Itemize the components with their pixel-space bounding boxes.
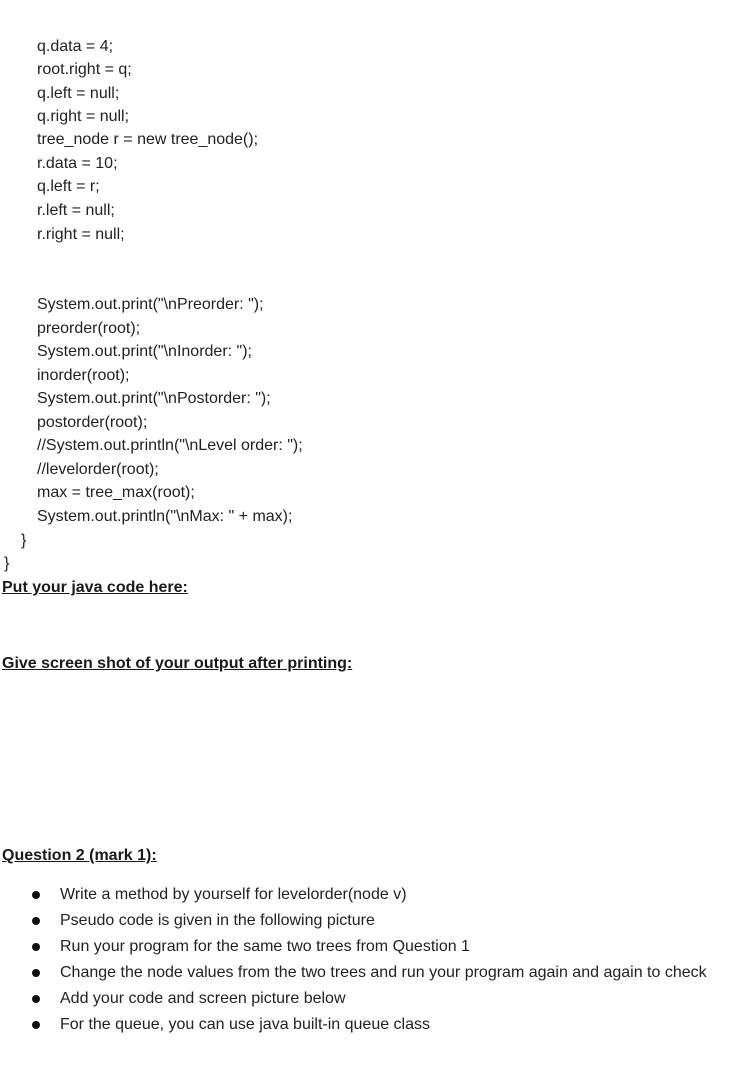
- code-line: System.out.print("\nPostorder: ");: [37, 390, 271, 407]
- bullet-icon: [32, 1021, 40, 1029]
- code-line: r.left = null;: [37, 202, 115, 219]
- list-item-text: Change the node values from the two trees and run your program again and again to check: [60, 964, 707, 981]
- bullet-icon: [32, 917, 40, 925]
- list-item: [0, 1012, 752, 1038]
- list-item: [0, 934, 752, 960]
- code-line: q.right = null;: [37, 108, 130, 125]
- code-line: r.right = null;: [37, 226, 125, 243]
- list-item-text: Pseudo code is given in the following picture: [60, 912, 375, 929]
- bullet-icon: [32, 943, 40, 951]
- code-line: max = tree_max(root);: [37, 484, 195, 501]
- list-item: [0, 960, 752, 986]
- bullet-icon: [32, 891, 40, 899]
- code-line: System.out.println("\nMax: " + max);: [37, 508, 293, 525]
- list-item: [0, 882, 752, 908]
- code-line: root.right = q;: [37, 61, 132, 78]
- code-line: q.left = r;: [37, 178, 100, 195]
- list-item-text: Add your code and screen picture below: [60, 990, 346, 1007]
- list-item-text: Run your program for the same two trees from Question 1: [60, 938, 470, 955]
- outer-closing-brace: }: [4, 555, 10, 572]
- code-line: r.data = 10;: [37, 155, 118, 172]
- screenshot-heading: Give screen shot of your output after printing:: [2, 655, 353, 672]
- list-item-text: For the queue, you can use java built-in queue class: [60, 1016, 431, 1033]
- code-line: q.data = 4;: [37, 38, 114, 55]
- bullet-icon: [32, 995, 40, 1003]
- code-line: q.left = null;: [37, 85, 120, 102]
- code-line: System.out.print("\nPreorder: ");: [37, 296, 264, 313]
- list-item: [0, 986, 752, 1012]
- code-line: postorder(root);: [37, 414, 148, 431]
- code-line: inorder(root);: [37, 367, 130, 384]
- java-code-heading: Put your java code here:: [2, 579, 188, 596]
- code-line: //System.out.println("\nLevel order: ");: [37, 437, 303, 454]
- code-line: tree_node r = new tree_node();: [37, 131, 259, 148]
- code-line: preorder(root);: [37, 320, 141, 337]
- bullet-icon: [32, 969, 40, 977]
- list-item-text: Write a method by yourself for levelorder(node v): [60, 886, 407, 903]
- inner-closing-brace: }: [21, 532, 27, 549]
- code-line: //levelorder(root);: [37, 461, 159, 478]
- list-item: [0, 908, 752, 934]
- code-line: System.out.print("\nInorder: ");: [37, 343, 252, 360]
- question-2-heading: Question 2 (mark 1):: [2, 847, 157, 864]
- instructions-list: [0, 882, 752, 1038]
